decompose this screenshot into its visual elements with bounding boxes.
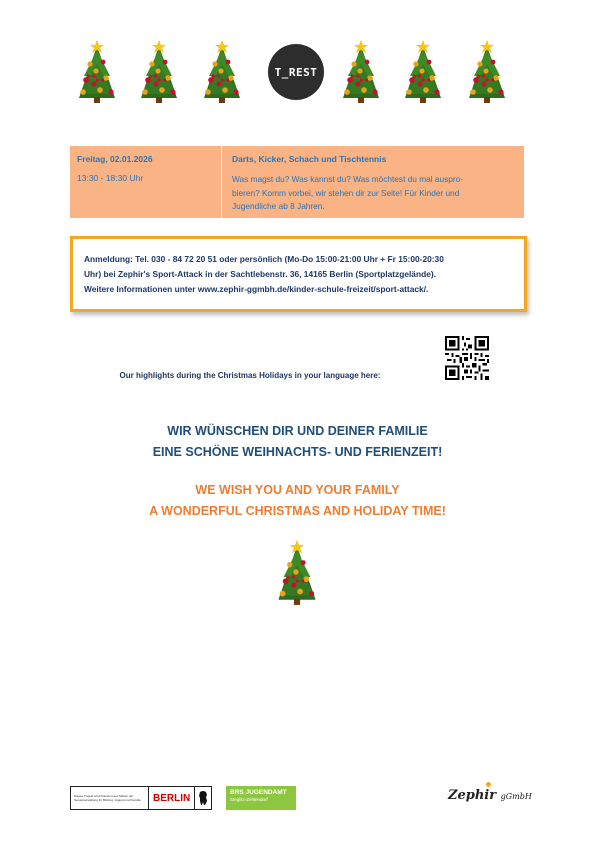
christmas-tree-icon bbox=[72, 40, 122, 106]
t-rest-logo: T_REST bbox=[268, 44, 324, 100]
jugendamt-title: BRS JUGENDAMT bbox=[230, 789, 287, 796]
event-description-line: Jugendliche ab 8 Jahren. bbox=[232, 201, 325, 211]
english-wish bbox=[0, 480, 595, 522]
berlin-bear-icon bbox=[195, 790, 211, 806]
funding-text: Dieses Projekt wird finanziert aus Mitteln der Senatsverwaltung für Bildung, Jugend und Familie bbox=[74, 794, 141, 802]
zephir-suffix: gGmbH bbox=[500, 792, 532, 801]
german-wish-line: EINE SCHÖNE WEIHNACHTS- UND FERIENZEIT! bbox=[152, 445, 443, 459]
event-details bbox=[222, 146, 524, 218]
english-wish-line: A WONDERFUL CHRISTMAS AND HOLIDAY TIME! bbox=[149, 504, 446, 518]
zephir-sun-icon bbox=[486, 782, 491, 787]
event-description bbox=[232, 173, 518, 214]
christmas-tree-icon bbox=[398, 40, 448, 106]
christmas-tree-icon bbox=[270, 540, 324, 608]
christmas-tree-icon bbox=[134, 40, 184, 106]
event-description-line: Was magst du? Was kannst du? Was möchtest du mal auspro- bbox=[232, 174, 464, 184]
event-description-line: bieren? Komm vorbei, wir stehen dir zur Seite! Für Kinder und bbox=[232, 187, 460, 198]
registration-line: Anmeldung: Tel. 030 - 84 72 20 51 oder persönlich (Mo-Do 15:00-21:00 Uhr + Fr 15:00-20:30 bbox=[84, 254, 444, 264]
christmas-tree-icon bbox=[197, 40, 247, 106]
highlights-text: Our highlights during the Christmas Holidays in your language here: bbox=[119, 371, 381, 380]
zephir-name: Zephir bbox=[448, 788, 497, 803]
event-box bbox=[70, 146, 524, 218]
berlin-label: BERLIN bbox=[148, 787, 195, 809]
jugendamt-subtitle: Steglitz-Zehlendorf bbox=[230, 797, 268, 802]
christmas-tree-icon bbox=[462, 40, 512, 106]
jugendamt-logo bbox=[226, 786, 296, 810]
qr-code-icon[interactable] bbox=[445, 336, 489, 380]
event-date: Freitag, 02.01.2026 bbox=[77, 154, 153, 164]
event-time: 13:30 - 18:30 Uhr bbox=[77, 173, 144, 183]
registration-link[interactable]: Weitere Informationen unter www.zephir-ggmbh.de/kinder-schule-freizeit/sport-attack/. bbox=[84, 284, 429, 294]
event-datetime bbox=[70, 146, 222, 218]
english-wish-line: WE WISH YOU AND YOUR FAMILY bbox=[195, 483, 400, 497]
german-wish-line: WIR WÜNSCHEN DIR UND DEINER FAMILIE bbox=[167, 424, 428, 438]
event-title: Darts, Kicker, Schach und Tischtennis bbox=[232, 154, 387, 164]
zephir-logo bbox=[448, 788, 532, 803]
christmas-tree-icon bbox=[336, 40, 386, 106]
registration-box bbox=[70, 236, 527, 312]
berlin-funding-logo bbox=[70, 786, 212, 810]
registration-line: Uhr) bei Zephir's Sport-Attack in der Sachtlebenstr. 36, 14165 Berlin (Sportplatzgelände). bbox=[84, 269, 436, 279]
german-wish bbox=[0, 421, 595, 463]
